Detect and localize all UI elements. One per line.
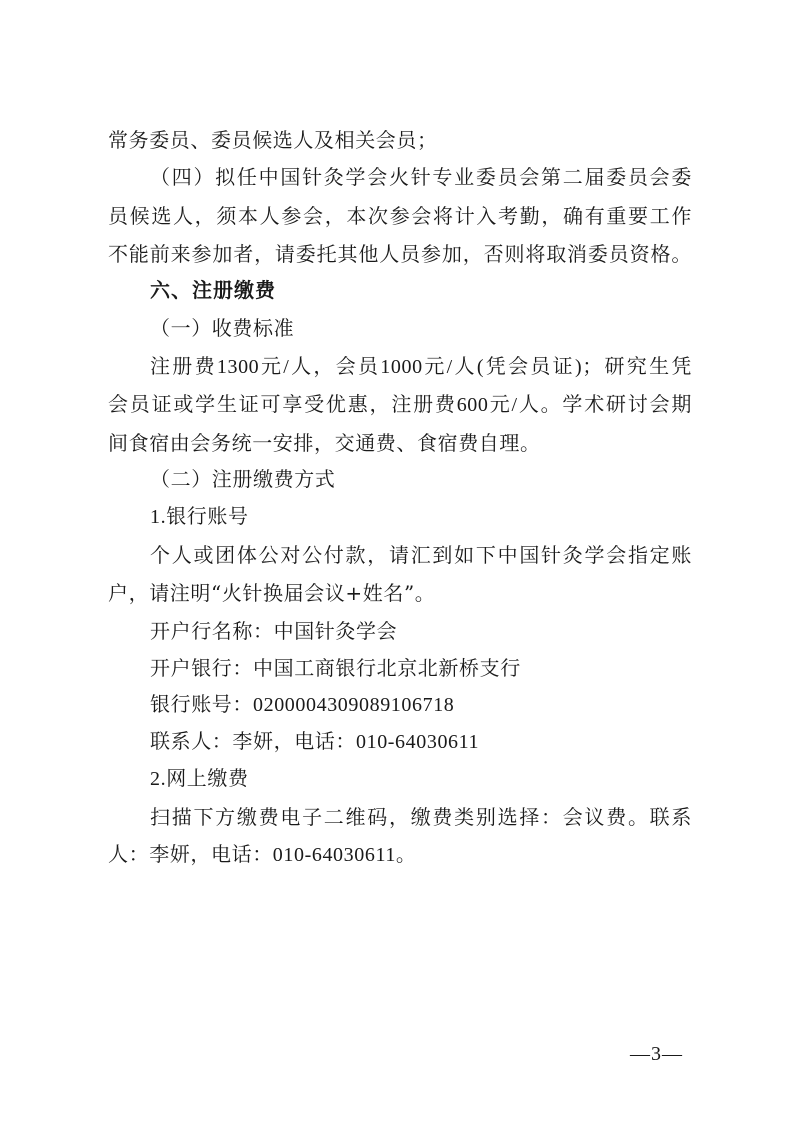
subsection-heading: （二）注册缴费方式 [150, 467, 336, 491]
paragraph-line: 个人或团体公对公付款，请汇到如下中国针灸学会指定账 [150, 543, 692, 567]
paragraph-line: 员候选人，须本人参会，本次参会将计入考勤，确有重要工作 [108, 204, 692, 228]
paragraph-line: 人：李妍，电话：010-64030611。 [108, 844, 417, 866]
page-number: —3— [630, 1043, 683, 1065]
paragraph-line: 扫描下方缴费电子二维码，缴费类别选择：会议费。联系 [150, 805, 692, 829]
list-heading: 2.网上缴费 [150, 768, 249, 790]
paragraph-line: 会员证或学生证可享受优惠，注册费600元/人。学术研讨会期 [108, 394, 692, 416]
section-heading: 六、注册缴费 [150, 278, 276, 302]
bank-branch-line: 开户银行：中国工商银行北京北新桥支行 [150, 656, 521, 680]
paragraph-line: 常务委员、委员候选人及相关会员； [108, 128, 438, 152]
list-heading: 1.银行账号 [150, 506, 249, 528]
paragraph-line: （四）拟任中国针灸学会火针专业委员会第二届委员会委 [150, 165, 692, 189]
paragraph-line: 不能前来参加者，请委托其他人员参加，否则将取消委员资格。 [108, 242, 692, 266]
bank-account-line: 银行账号：0200004309089106718 [150, 694, 455, 716]
subsection-heading: （一）收费标准 [150, 316, 295, 340]
paragraph-line: 户，请注明“火针换届会议+姓名”。 [108, 581, 436, 605]
paragraph-line: 间食宿由会务统一安排，交通费、食宿费自理。 [108, 431, 541, 455]
bank-name-line: 开户行名称：中国针灸学会 [150, 619, 398, 643]
paragraph-line: 注册费1300元/人，会员1000元/人(凭会员证)；研究生凭 [150, 356, 692, 378]
contact-line: 联系人：李妍，电话：010-64030611 [150, 731, 480, 753]
